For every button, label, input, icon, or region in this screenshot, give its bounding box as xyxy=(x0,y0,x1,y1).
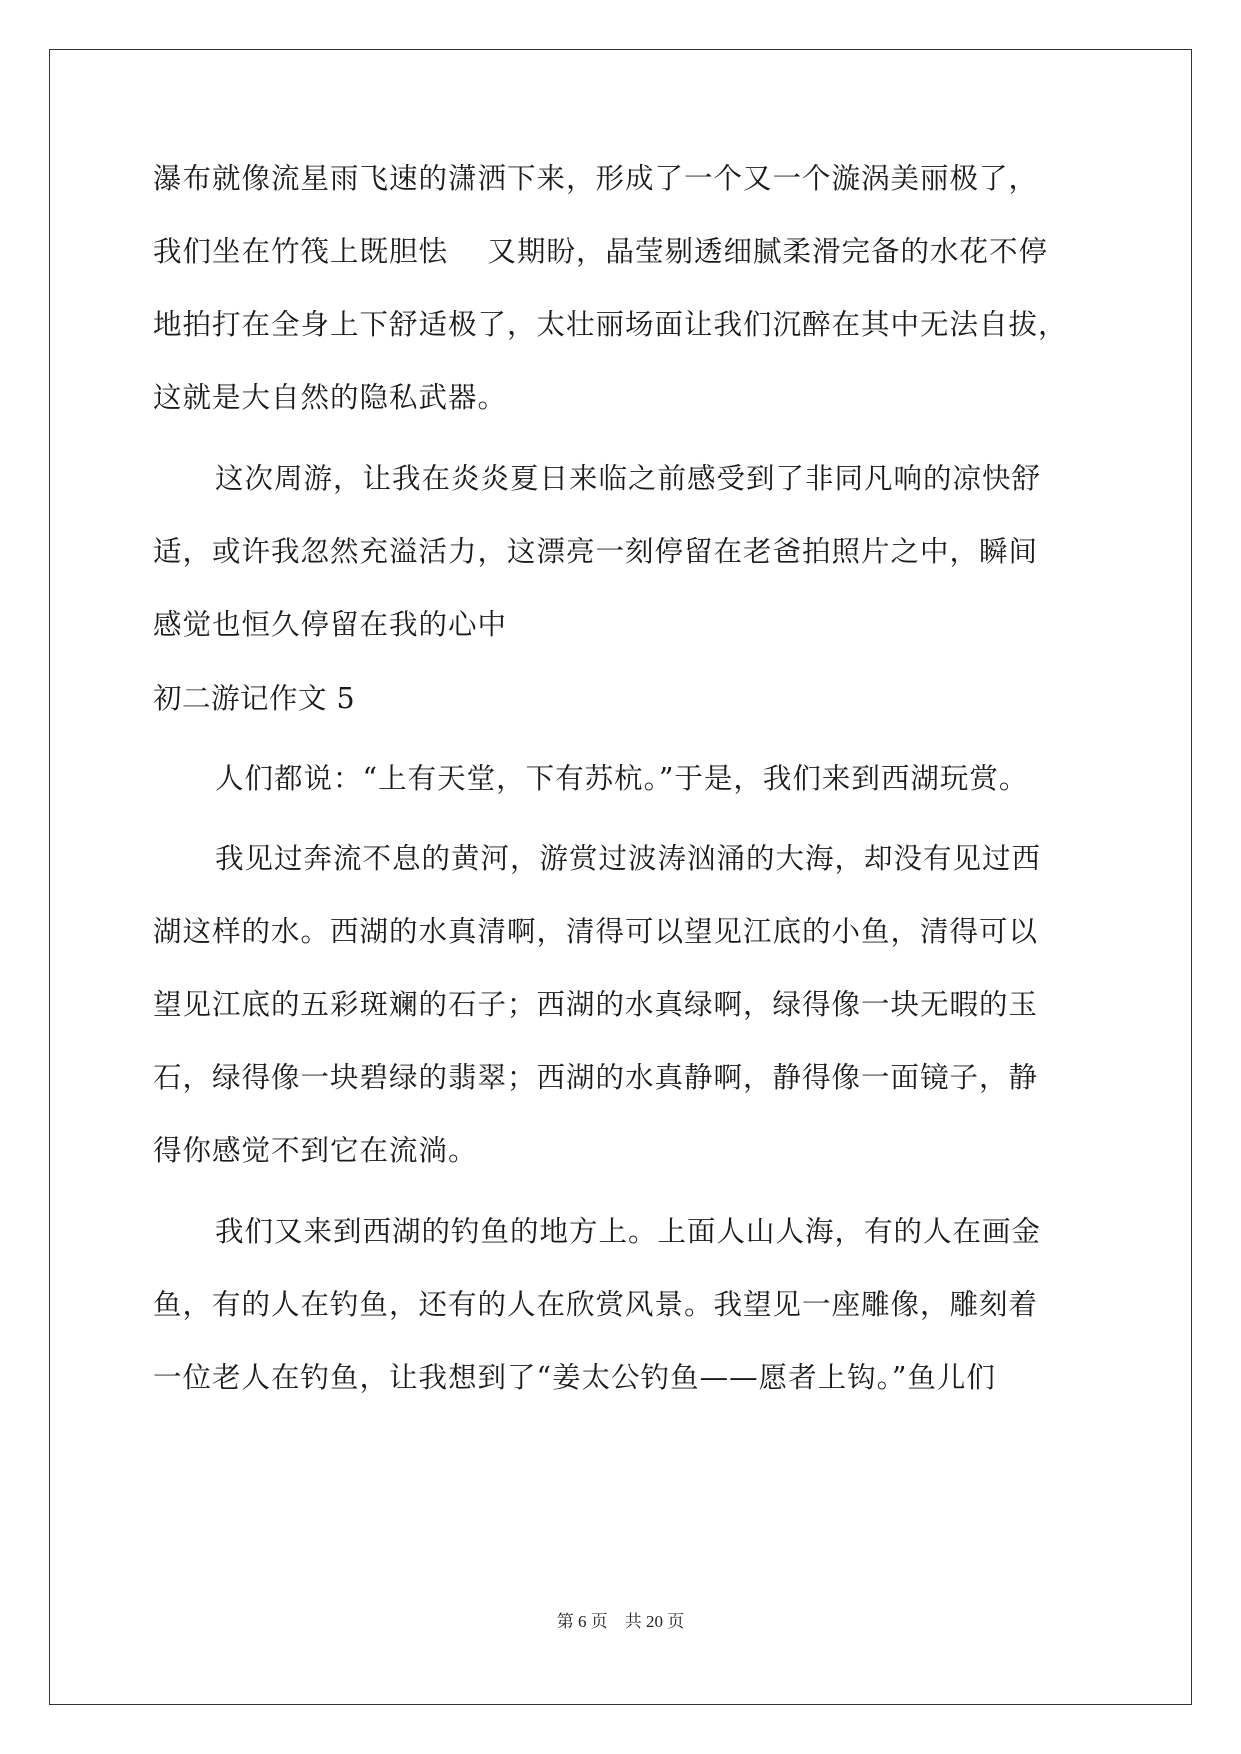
text-line: 望见江底的五彩斑斓的石子；西湖的水真绿啊，绿得像一块无暇的玉 xyxy=(153,988,1039,1021)
text-line: 一位老人在钓鱼，让我想到了“姜太公钓鱼——愿者上钩。”鱼儿们 xyxy=(153,1361,996,1394)
text-line: 这就是大自然的隐私武器。 xyxy=(153,381,508,414)
text-line: 瀑布就像流星雨飞速的潇洒下来，形成了一个又一个漩涡美丽极了， xyxy=(153,162,1039,195)
text-line: 感觉也恒久停留在我的心中 xyxy=(153,608,508,641)
text-line: 我们坐在竹筏上既胆怯 又期盼，晶莹剔透细腻柔滑完备的水花不停 xyxy=(153,235,1049,268)
paragraph-start-line: 这次周游，让我在炎炎夏日来临之前感受到了非同凡响的凉快舒 xyxy=(215,462,1042,495)
paragraph-start-line: 人们都说：“上有天堂，下有苏杭。”于是，我们来到西湖玩赏。 xyxy=(215,762,1029,795)
page-number-footer: 第 6 页 共 20 页 xyxy=(556,1612,685,1631)
text-line: 适，或许我忽然充溢活力，这漂亮一刻停留在老爸拍照片之中，瞬间 xyxy=(153,535,1039,568)
section-heading: 初二游记作文 5 xyxy=(153,682,356,715)
paragraph-start-line: 我们又来到西湖的钓鱼的地方上。上面人山人海，有的人在画金 xyxy=(215,1215,1042,1248)
paragraph-start-line: 我见过奔流不息的黄河，游赏过波涛汹涌的大海，却没有见过西 xyxy=(215,842,1042,875)
text-line: 石，绿得像一块碧绿的翡翠；西湖的水真静啊，静得像一面镜子，静 xyxy=(153,1061,1039,1094)
text-line: 得你感觉不到它在流淌。 xyxy=(153,1134,478,1167)
text-line: 鱼，有的人在钓鱼，还有的人在欣赏风景。我望见一座雕像，雕刻着 xyxy=(153,1288,1039,1321)
text-line: 地拍打在全身上下舒适极了，太壮丽场面让我们沉醉在其中无法自拔， xyxy=(153,308,1068,341)
text-line: 湖这样的水。西湖的水真清啊，清得可以望见江底的小鱼，清得可以 xyxy=(153,915,1039,948)
